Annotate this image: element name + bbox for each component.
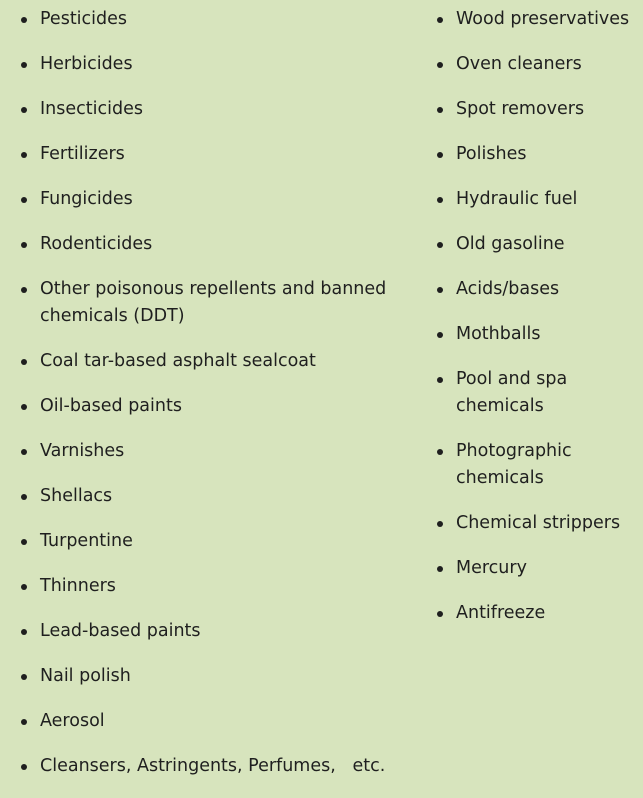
list-item: Rodenticides bbox=[18, 231, 413, 258]
bullet-icon bbox=[21, 494, 27, 500]
bullet-icon bbox=[21, 629, 27, 635]
bullet-icon bbox=[21, 107, 27, 113]
bullet-icon bbox=[21, 404, 27, 410]
bullet-icon bbox=[21, 719, 27, 725]
bullet-icon bbox=[437, 611, 443, 617]
bullet-icon bbox=[21, 152, 27, 158]
list-item: Mercury bbox=[433, 555, 643, 582]
bullet-icon bbox=[21, 17, 27, 23]
list-item: Chemical strippers bbox=[433, 510, 643, 537]
list-item: Cleansers, Astringents, Perfumes, etc. bbox=[18, 753, 413, 780]
list-item: Fungicides bbox=[18, 186, 413, 213]
bullet-icon bbox=[437, 332, 443, 338]
bullet-icon bbox=[437, 107, 443, 113]
list-item: Mothballs bbox=[433, 321, 643, 348]
list-item: Varnishes bbox=[18, 438, 413, 465]
bullet-icon bbox=[437, 62, 443, 68]
bullet-icon bbox=[21, 359, 27, 365]
bullet-icon bbox=[437, 197, 443, 203]
bullet-icon bbox=[437, 566, 443, 572]
bullet-icon bbox=[21, 449, 27, 455]
list-item: Old gasoline bbox=[433, 231, 643, 258]
bullet-icon bbox=[21, 674, 27, 680]
bullet-icon bbox=[437, 449, 443, 455]
list-item: Lead-based paints bbox=[18, 618, 413, 645]
list-item: Aerosol bbox=[18, 708, 413, 735]
list-item: Hydraulic fuel bbox=[433, 186, 643, 213]
list-item: Coal tar-based asphalt sealcoat bbox=[18, 348, 413, 375]
bullet-icon bbox=[437, 17, 443, 23]
list-item: Wood preservatives bbox=[433, 6, 643, 33]
list-item: Photographic chemicals bbox=[433, 438, 643, 492]
bullet-icon bbox=[437, 377, 443, 383]
list-item: Spot removers bbox=[433, 96, 643, 123]
list-item: Pesticides bbox=[18, 6, 413, 33]
left-column-list bbox=[18, 6, 413, 798]
list-item: Insecticides bbox=[18, 96, 413, 123]
bullet-icon bbox=[21, 287, 27, 293]
bullet-icon bbox=[437, 242, 443, 248]
list-item: Herbicides bbox=[18, 51, 413, 78]
bullet-icon bbox=[437, 521, 443, 527]
list-item: Fertilizers bbox=[18, 141, 413, 168]
bullet-icon bbox=[21, 242, 27, 248]
bullet-icon bbox=[21, 62, 27, 68]
bullet-icon bbox=[21, 584, 27, 590]
bullet-icon bbox=[437, 287, 443, 293]
bullet-icon bbox=[21, 764, 27, 770]
list-item: Nail polish bbox=[18, 663, 413, 690]
list-item: Thinners bbox=[18, 573, 413, 600]
list-item: Acids/bases bbox=[433, 276, 643, 303]
list-item: Oil-based paints bbox=[18, 393, 413, 420]
right-column-list bbox=[433, 6, 643, 645]
bullet-icon bbox=[21, 539, 27, 545]
list-item: Other poisonous repellents and banned chemicals (DDT) bbox=[18, 276, 413, 330]
list-item: Antifreeze bbox=[433, 600, 643, 627]
list-item: Pool and spa chemicals bbox=[433, 366, 643, 420]
list-item: Turpentine bbox=[18, 528, 413, 555]
list-item: Oven cleaners bbox=[433, 51, 643, 78]
bullet-icon bbox=[21, 197, 27, 203]
list-item: Shellacs bbox=[18, 483, 413, 510]
bullet-icon bbox=[437, 152, 443, 158]
list-item: Polishes bbox=[433, 141, 643, 168]
